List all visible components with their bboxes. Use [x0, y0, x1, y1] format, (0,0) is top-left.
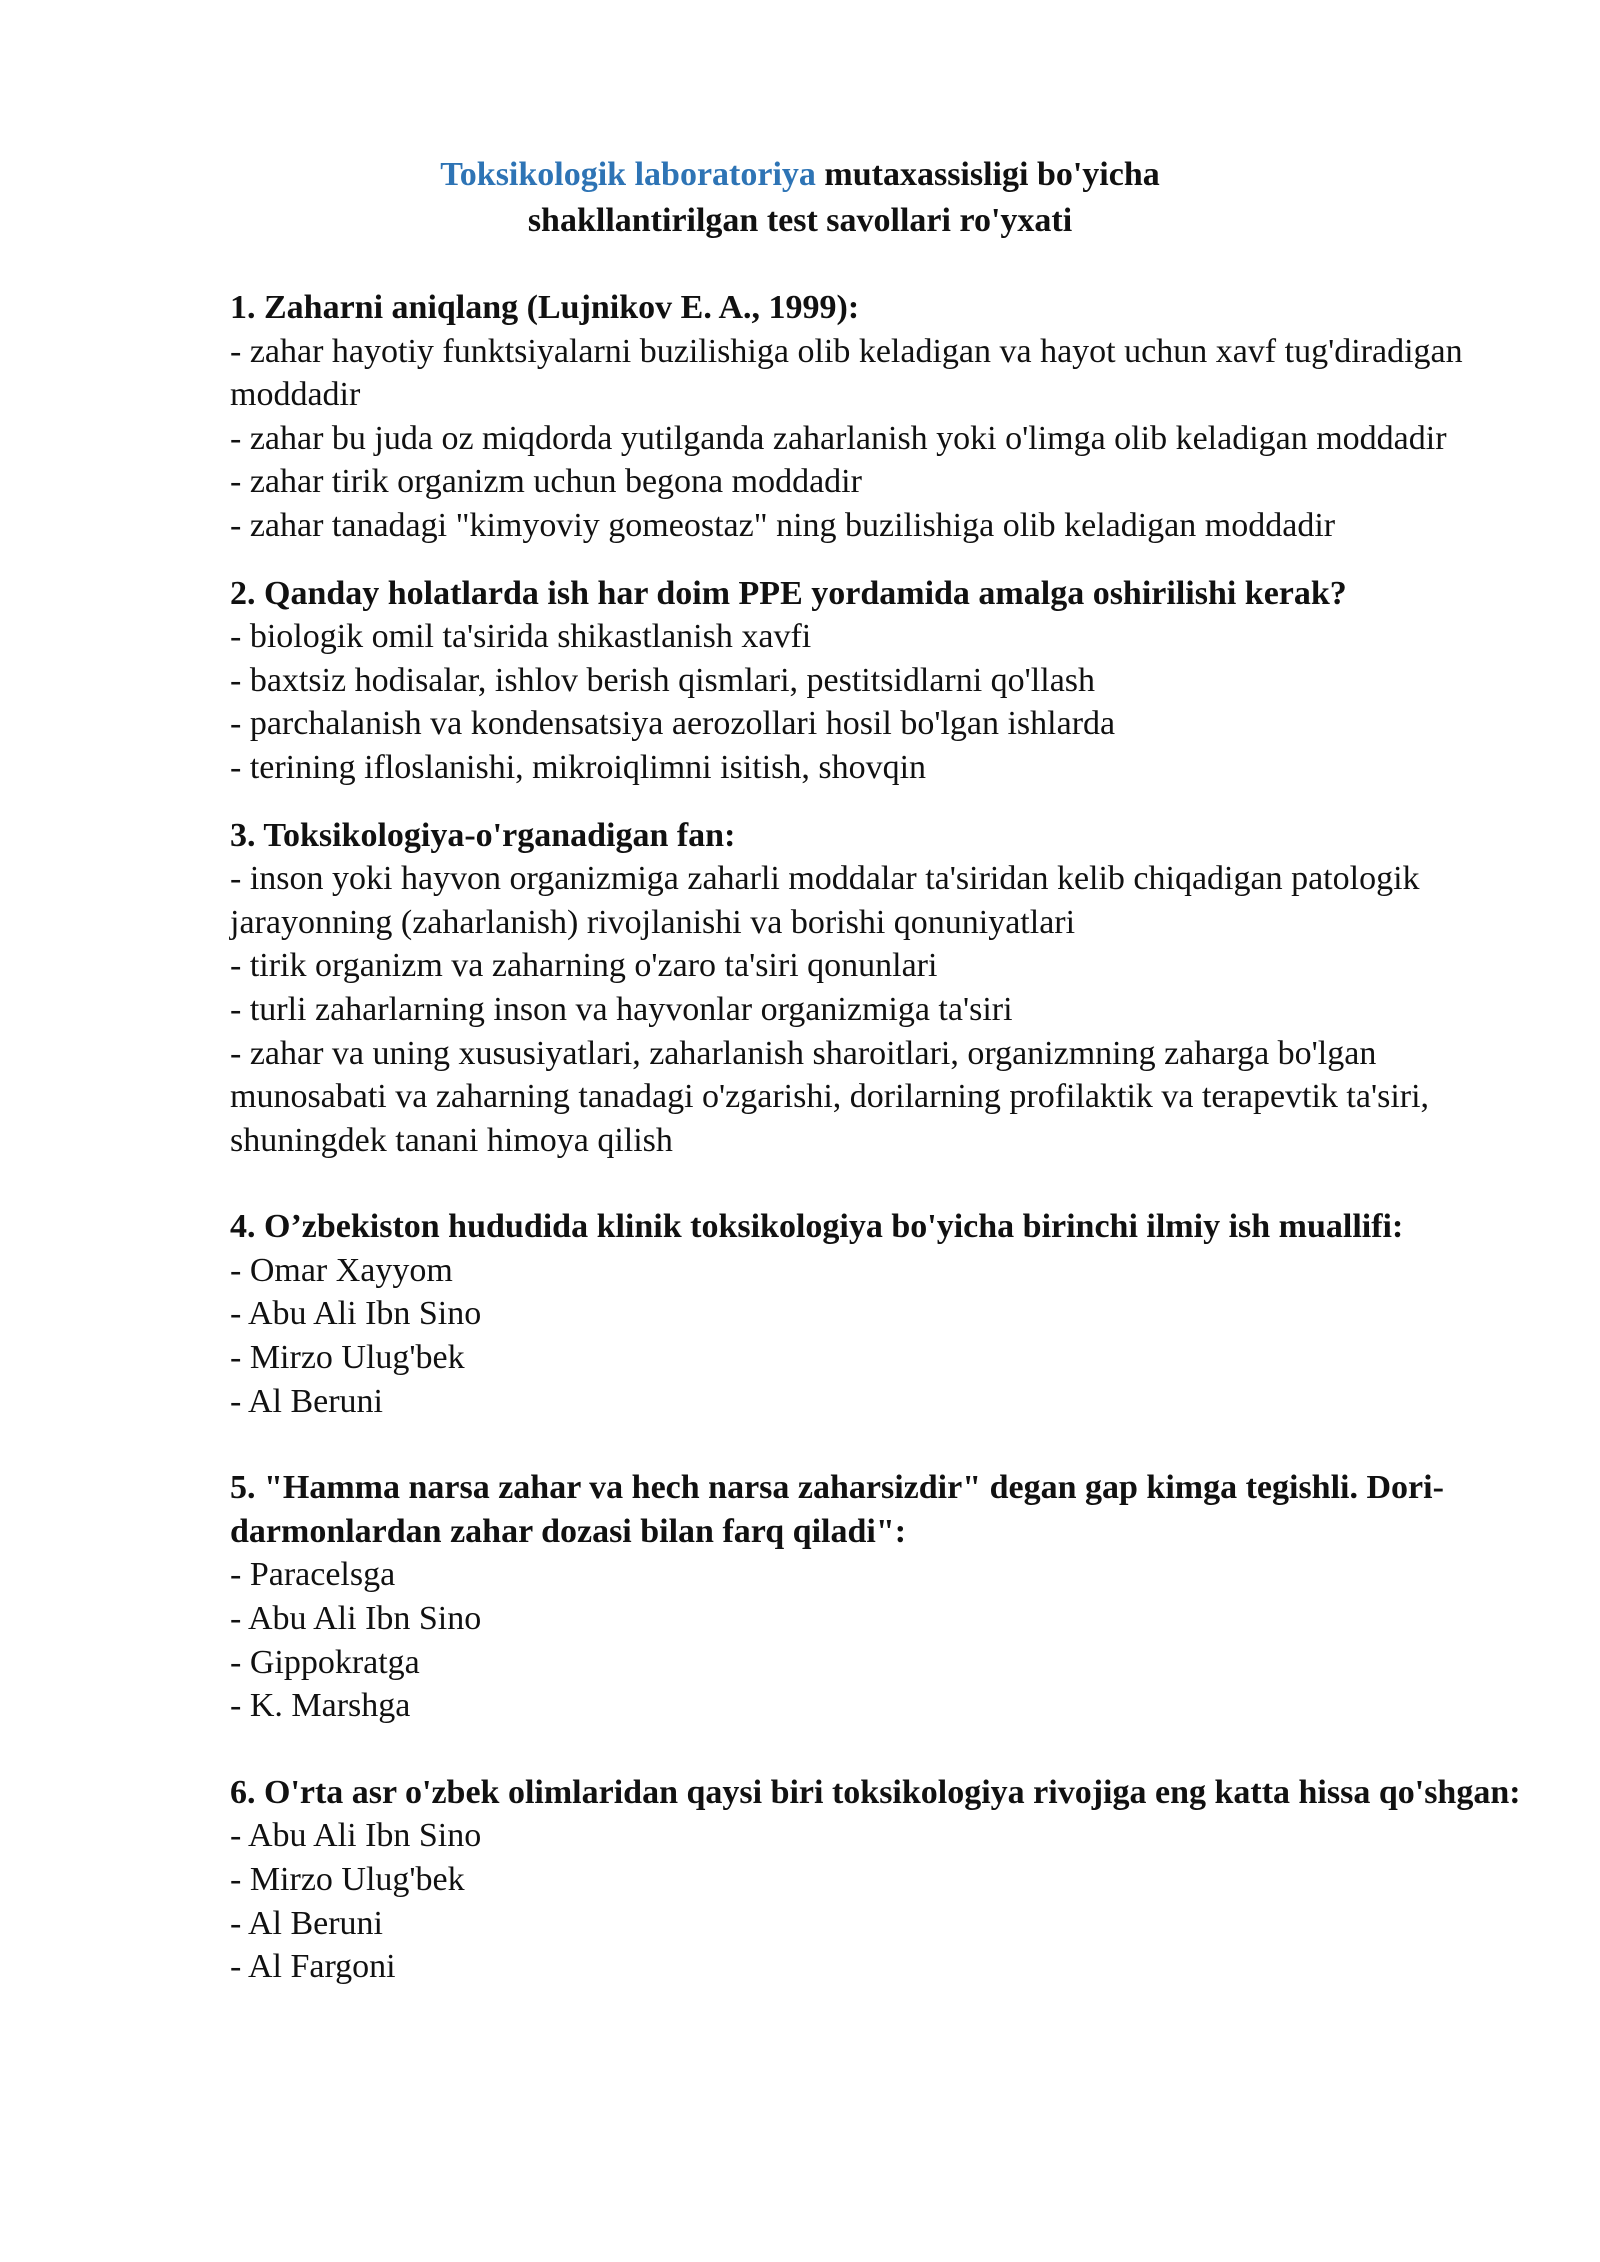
question-6-option-4: - Al Fargoni	[230, 1948, 396, 1986]
title-line-1	[0, 152, 1600, 198]
title-line-2: shakllantirilgan test savollari ro'yxati	[527, 202, 1073, 239]
question-3-option-2: - tirik organizm va zaharning o'zaro ta'siri qonunlari	[230, 947, 938, 985]
question-1-text: 1. Zaharni aniqlang (Lujnikov E. A., 1999):	[230, 289, 860, 326]
question-block-4	[230, 1205, 1530, 1423]
question-3-option-4: - zahar va uning xususiyatlari, zaharlanish sharoitlari, organizmning zaharga bo'lgan munosabati va zaharning tanadagi o'zgarishi, dorilarning profilaktik va terapevtik ta'siri, shuningdek tanani himoya qilish	[230, 1034, 1430, 1159]
question-3-text: 3. Toksikologiya-o'rganadigan fan:	[230, 816, 736, 854]
question-6-text: 6. O'rta asr o'zbek olimlaridan qaysi biri toksikologiya rivojiga eng katta hissa qo'shgan:	[230, 1773, 1521, 1811]
question-5-option-2: - Abu Ali Ibn Sino	[230, 1600, 482, 1638]
question-2-option-4: - terining ifloslanishi, mikroiqlimni isitish, shovqin	[230, 748, 927, 786]
question-5-option-1: - Paracelsga	[230, 1556, 396, 1594]
title-rest: mutaxassisligi bo'yicha	[815, 156, 1160, 193]
question-4-option-4: - Al Beruni	[230, 1382, 383, 1420]
document-title	[0, 152, 1600, 244]
question-5-option-3: - Gippokratga	[230, 1643, 420, 1681]
spacer	[230, 1162, 1530, 1205]
question-block-2	[230, 572, 1530, 790]
question-4-text: 4. O’zbekiston hududida klinik toksikologiya bo'yicha birinchi ilmiy ish muallifi:	[230, 1208, 1404, 1246]
question-list	[230, 286, 1530, 1989]
question-5-text: 5. "Hamma narsa zahar va hech narsa zaharsizdir" degan gap kimga tegishli. Dori-darmonlardan zahar dozasi bilan farq qiladi":	[230, 1469, 1444, 1550]
question-1-option-3: - zahar tirik organizm uchun begona moddadir	[230, 463, 862, 501]
spacer	[230, 1423, 1530, 1466]
question-block-3	[230, 814, 1530, 1163]
spacer	[230, 790, 1530, 814]
question-4-option-1: - Omar Xayyom	[230, 1251, 453, 1289]
question-1-option-4: - zahar tanadagi "kimyoviy gomeostaz" ning buzilishiga olib keladigan moddadir	[230, 506, 1336, 544]
title-highlight: Toksikologik laboratoriya	[440, 156, 816, 193]
question-5-option-4: - K. Marshga	[230, 1687, 411, 1725]
question-2-text: 2. Qanday holatlarda ish har doim PPE yordamida amalga oshirilishi kerak?	[230, 574, 1347, 612]
spacer	[230, 1728, 1530, 1771]
question-block-1	[230, 286, 1530, 548]
question-6-option-3: - Al Beruni	[230, 1904, 383, 1942]
question-6-option-1: - Abu Ali Ibn Sino	[230, 1817, 482, 1855]
question-block-5	[230, 1466, 1530, 1728]
spacer	[230, 548, 1530, 572]
question-3-option-1: - inson yoki hayvon organizmiga zaharli moddalar ta'siridan kelib chiqadigan patologik jarayonning (zaharlanish) rivojlanishi va borishi qonuniyatlari	[230, 860, 1420, 941]
question-6-option-2: - Mirzo Ulug'bek	[230, 1861, 465, 1898]
question-1-option-2: - zahar bu juda oz miqdorda yutilganda zaharlanish yoki o'limga olib keladigan moddadir	[230, 419, 1447, 457]
question-4-option-2: - Abu Ali Ibn Sino	[230, 1295, 482, 1333]
question-2-option-3: - parchalanish va kondensatsiya aerozollari hosil bo'lgan ishlarda	[230, 705, 1116, 743]
question-2-option-2: - baxtsiz hodisalar, ishlov berish qismlari, pestitsidlarni qo'llash	[230, 661, 1096, 699]
question-block-6	[230, 1771, 1530, 1989]
question-3-option-3: - turli zaharlarning inson va hayvonlar organizmiga ta'siri	[230, 990, 1013, 1028]
question-4-option-3: - Mirzo Ulug'bek	[230, 1339, 465, 1377]
question-1-option-1: - zahar hayotiy funktsiyalarni buzilishiga olib keladigan va hayot uchun xavf tug'diradigan moddadir	[230, 332, 1463, 414]
question-2-option-1: - biologik omil ta'sirida shikastlanish xavfi	[230, 618, 812, 656]
